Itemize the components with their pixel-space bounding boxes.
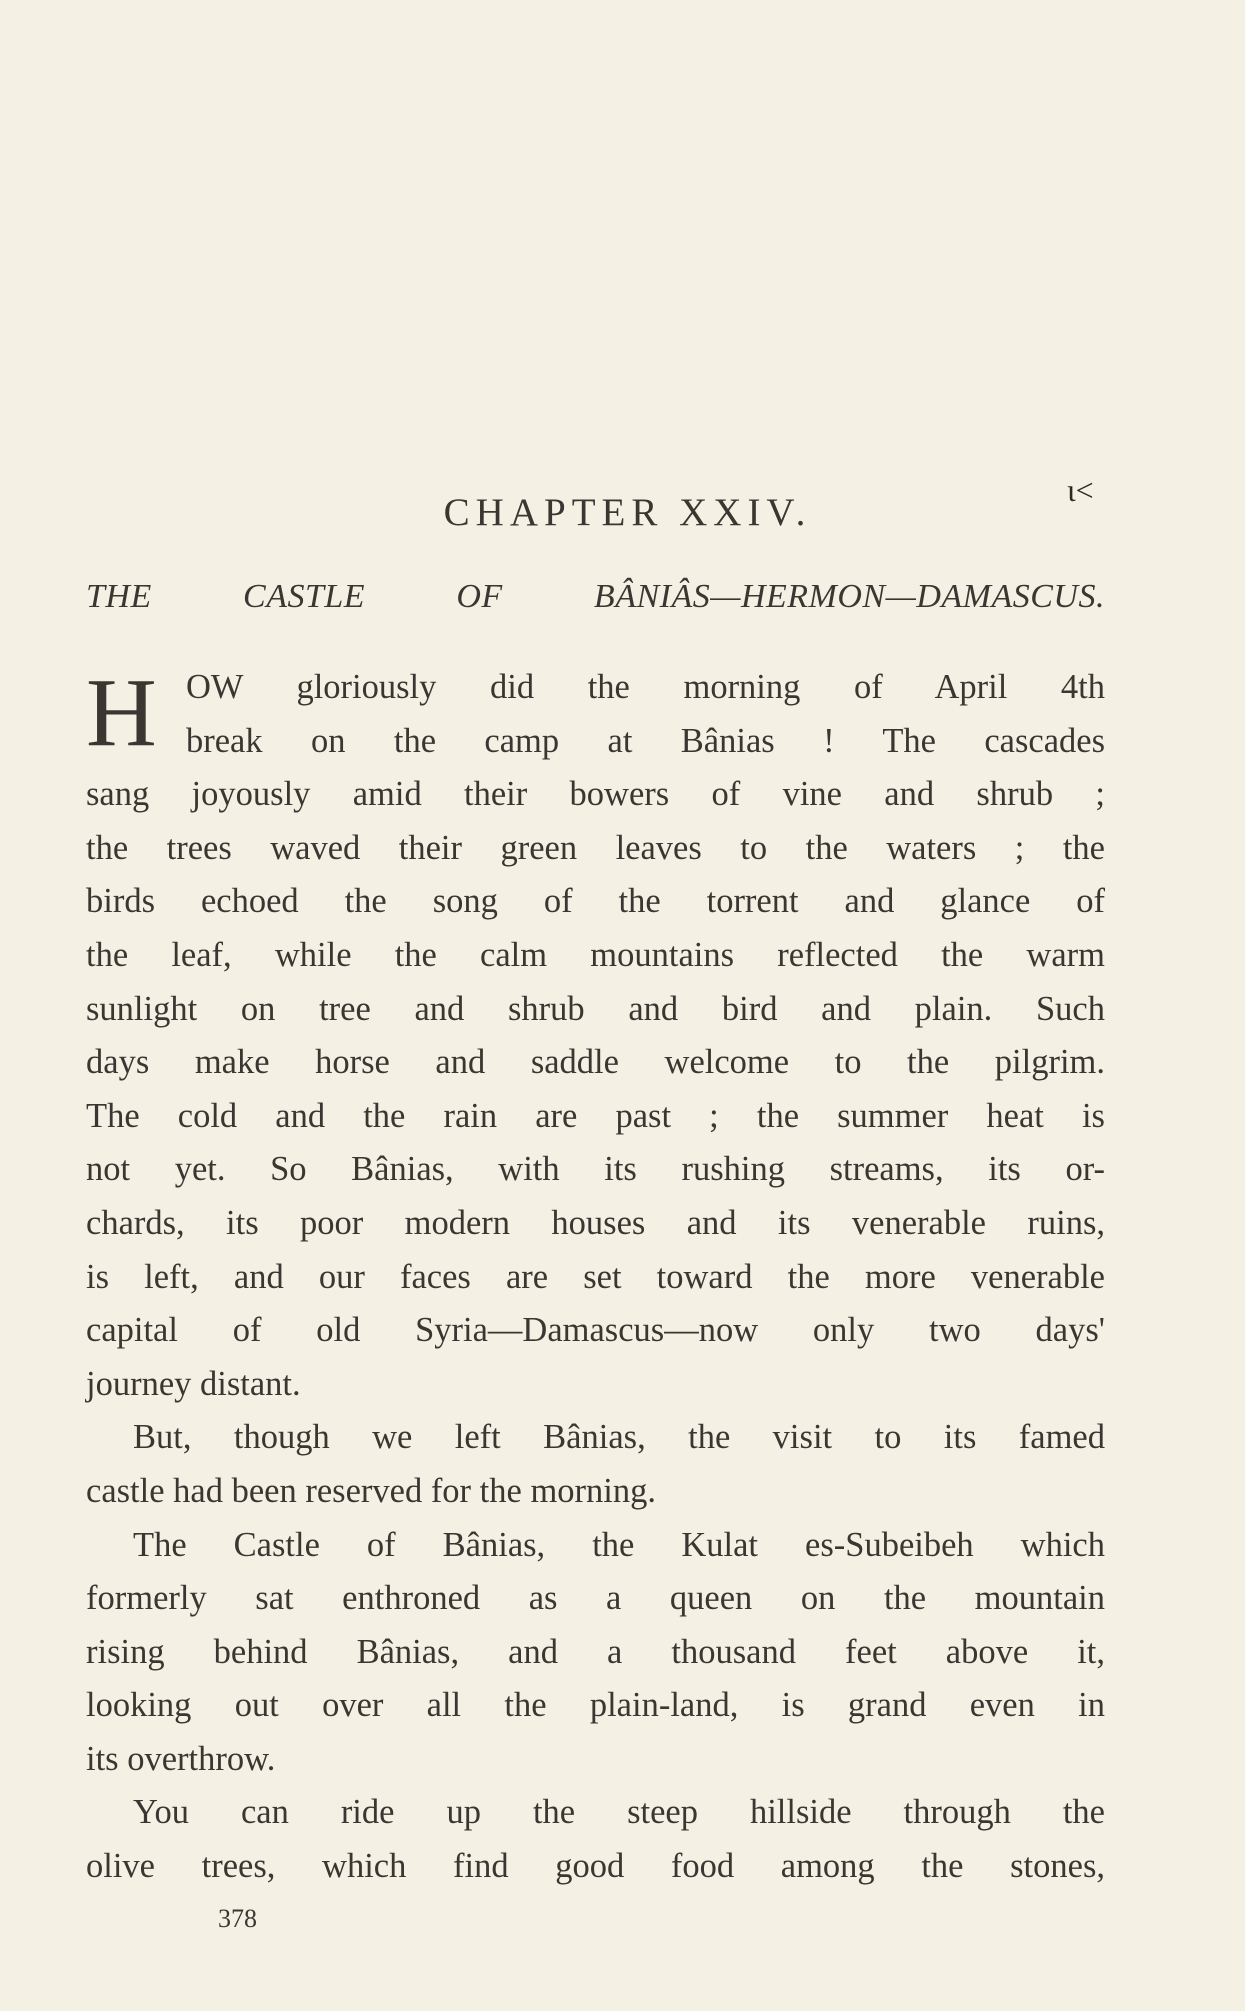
text-line: the trees waved their green leaves to the waters ; the [86,828,1105,867]
chapter-heading: CHAPTER XXIV. [443,491,812,534]
paragraph [86,1411,1105,1518]
text-line: journey distant. [86,1364,301,1403]
text-line: break on the camp at Bânias ! The cascades [186,721,1105,760]
margin-mark: ɩ˂ [1067,472,1094,508]
drop-cap: H [86,659,157,767]
text-line: But, though we left Bânias, the visit to its famed [133,1418,1105,1457]
text-line: formerly sat enthroned as a queen on the mountain [86,1579,1105,1618]
text-line: its overthrow. [86,1739,276,1778]
paragraph [86,1786,1105,1893]
text-line: looking out over all the plain-land, is grand even in [86,1686,1105,1725]
paragraph [86,661,1105,1411]
text-line: sang joyously amid their bowers of vine and shrub ; [86,775,1105,814]
paragraph [86,1519,1105,1787]
text-line: You can ride up the steep hillside through the [133,1793,1105,1832]
text-line: chards, its poor modern houses and its venerable ruins, [86,1203,1105,1242]
text-line: The Castle of Bânias, the Kulat es-Subeibeh which [133,1525,1105,1564]
text-line: capital of old Syria—Damascus—now only two days' [86,1311,1105,1350]
text-line: days make horse and saddle welcome to the pilgrim. [86,1043,1105,1082]
page-number: 378 [218,1904,257,1933]
text-line: the leaf, while the calm mountains reflected the warm [86,935,1105,974]
text-line: rising behind Bânias, and a thousand feet above it, [86,1632,1105,1671]
text-line: is left, and our faces are set toward the more venerable [86,1257,1105,1296]
text-line: castle had been reserved for the morning. [86,1471,656,1510]
text-line: The cold and the rain are past ; the summer heat is [86,1096,1105,1135]
text-line: birds echoed the song of the torrent and glance of [86,882,1105,921]
body-text [86,661,1105,1894]
chapter-subtitle: THE CASTLE OF BÂNIÂS—HERMON—DAMASCUS. [86,578,1105,615]
text-line: OW gloriously did the morning of April 4th [186,668,1105,706]
text-line: not yet. So Bânias, with its rushing streams, its or- [86,1150,1105,1189]
text-line: sunlight on tree and shrub and bird and plain. Such [86,989,1105,1028]
text-line: olive trees, which find good food among the stones, [86,1847,1105,1886]
